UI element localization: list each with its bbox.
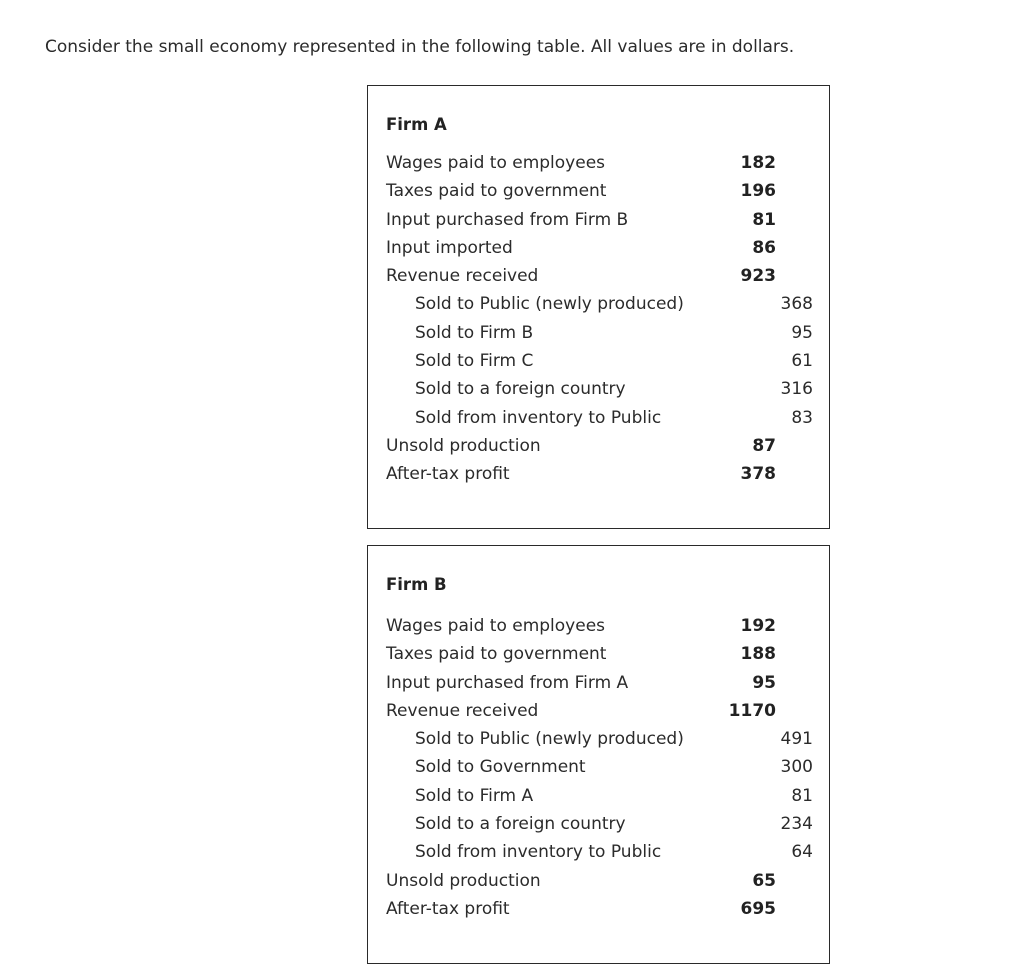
row-label: After-tax profit xyxy=(386,464,510,485)
table-row xyxy=(368,612,829,640)
row-label: Input purchased from Firm B xyxy=(386,209,629,230)
firm-a-title: Firm A xyxy=(386,115,447,134)
row-value: 300 xyxy=(780,757,813,778)
row-value: 182 xyxy=(740,153,776,173)
row-label: Unsold production xyxy=(386,870,541,891)
table-row xyxy=(368,895,829,923)
table-row xyxy=(368,640,829,668)
table-row xyxy=(368,867,829,895)
row-value: 188 xyxy=(740,644,776,665)
table-sub-row xyxy=(368,404,829,432)
row-value: 491 xyxy=(780,729,813,750)
row-label: Sold to Public (newly produced) xyxy=(415,729,684,750)
row-label: Taxes paid to government xyxy=(386,181,607,202)
firm-b-table xyxy=(367,545,830,964)
table-row xyxy=(368,697,829,725)
table-sub-row xyxy=(368,375,829,403)
row-label: Sold to a foreign country xyxy=(415,379,626,400)
row-label: Sold to a foreign country xyxy=(415,814,626,835)
row-label: Input imported xyxy=(386,237,513,258)
row-value: 95 xyxy=(791,322,813,343)
row-label: Sold from inventory to Public xyxy=(415,407,662,428)
table-row xyxy=(368,177,829,205)
row-value: 61 xyxy=(791,351,813,372)
row-value: 196 xyxy=(740,181,776,202)
row-value: 81 xyxy=(791,785,813,806)
row-label: Sold to Firm B xyxy=(415,322,534,343)
row-label: Sold from inventory to Public xyxy=(415,842,662,863)
row-label: Unsold production xyxy=(386,435,541,456)
row-label: Sold to Firm C xyxy=(415,351,534,372)
intro-text: Consider the small economy represented in the following table. All values are in dollars. xyxy=(45,37,795,57)
firm-a-rows xyxy=(368,149,829,489)
row-label: Taxes paid to government xyxy=(386,644,607,665)
table-sub-row xyxy=(368,319,829,347)
table-row xyxy=(368,206,829,234)
row-value: 378 xyxy=(740,464,776,485)
table-sub-row xyxy=(368,753,829,781)
row-value: 923 xyxy=(740,266,776,287)
table-sub-row xyxy=(368,290,829,318)
row-label: Input purchased from Firm A xyxy=(386,672,629,693)
row-value: 81 xyxy=(752,209,776,230)
table-sub-row xyxy=(368,347,829,375)
row-value: 1170 xyxy=(728,700,776,721)
row-value: 234 xyxy=(780,814,813,835)
row-label: Sold to Public (newly produced) xyxy=(415,294,684,315)
table-sub-row xyxy=(368,810,829,838)
row-value: 83 xyxy=(791,407,813,428)
row-label: Sold to Government xyxy=(415,757,586,778)
table-sub-row xyxy=(368,838,829,866)
table-row xyxy=(368,460,829,488)
firm-b-title: Firm B xyxy=(386,575,447,594)
row-value: 95 xyxy=(752,672,776,693)
row-label: Revenue received xyxy=(386,266,539,287)
row-value: 86 xyxy=(752,237,776,258)
row-value: 64 xyxy=(791,842,813,863)
table-sub-row xyxy=(368,725,829,753)
row-label: Revenue received xyxy=(386,700,539,721)
row-label: Wages paid to employees xyxy=(386,153,606,173)
table-sub-row xyxy=(368,782,829,810)
table-row xyxy=(368,149,829,177)
row-value: 316 xyxy=(780,379,813,400)
table-row xyxy=(368,432,829,460)
firm-a-table xyxy=(367,85,830,529)
row-value: 65 xyxy=(752,870,776,891)
row-value: 368 xyxy=(780,294,813,315)
table-row xyxy=(368,234,829,262)
row-label: After-tax profit xyxy=(386,898,510,919)
row-value: 695 xyxy=(740,898,776,919)
row-label: Wages paid to employees xyxy=(386,616,606,636)
row-value: 192 xyxy=(740,616,776,636)
table-row xyxy=(368,669,829,697)
firm-b-rows xyxy=(368,612,829,923)
table-row xyxy=(368,262,829,290)
row-value: 87 xyxy=(752,435,776,456)
row-label: Sold to Firm A xyxy=(415,785,534,806)
